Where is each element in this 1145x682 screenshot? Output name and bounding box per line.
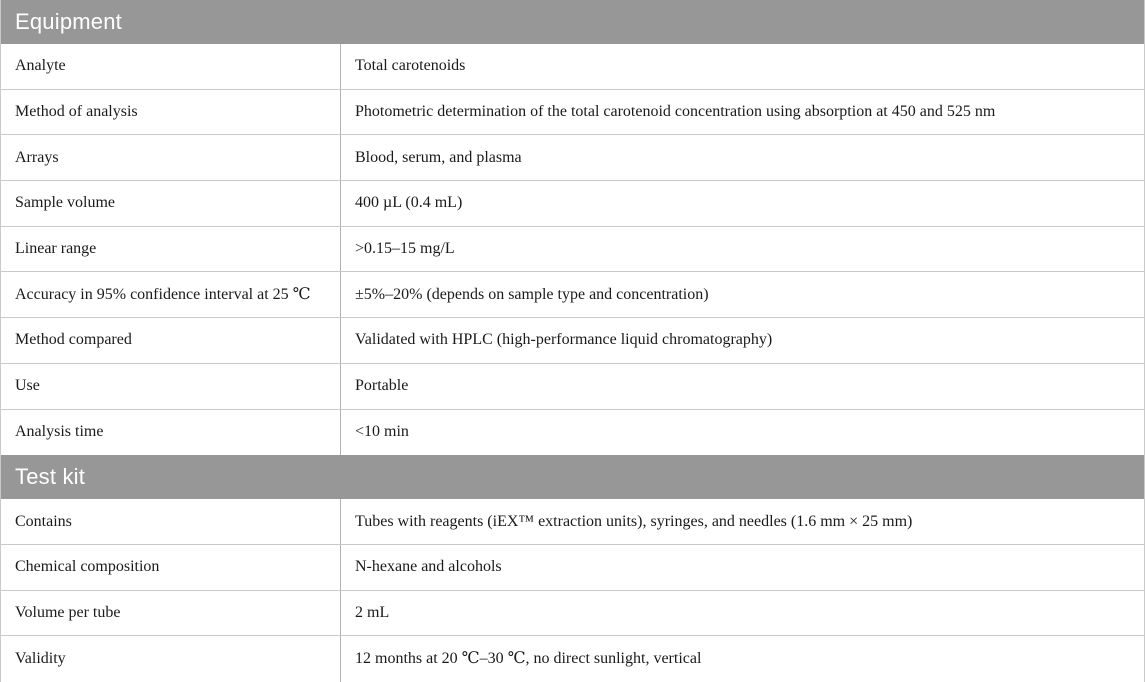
row-value: Tubes with reagents (iEX™ extraction units), syringes, and needles (1.6 mm × 25 mm)	[355, 512, 913, 530]
row-label: Use	[1, 364, 341, 409]
row-value: Portable	[355, 377, 409, 395]
section-title: Test kit	[15, 464, 86, 490]
row-label: Method of analysis	[1, 90, 341, 135]
table-row-chemical-composition	[1, 545, 1144, 591]
row-value: ±5%–20% (depends on sample type and concentration)	[355, 285, 709, 303]
equipment-rows	[1, 44, 1144, 455]
row-value: Total carotenoids	[355, 57, 466, 75]
row-value: 400 µL (0.4 mL)	[355, 194, 463, 212]
table-row-analyte	[1, 44, 1144, 90]
row-label: Analyte	[1, 44, 341, 89]
test-kit-rows	[1, 499, 1144, 682]
row-value: 2 mL	[355, 603, 390, 621]
row-label: Sample volume	[1, 181, 341, 226]
section-header-equipment	[1, 0, 1144, 44]
row-label: Method compared	[1, 318, 341, 363]
section-title: Equipment	[15, 9, 122, 34]
row-value: 12 months at 20 ℃–30 ℃, no direct sunlight, vertical	[355, 650, 702, 668]
table-row-validity	[1, 636, 1144, 682]
table-row-arrays	[1, 135, 1144, 181]
row-value: N-hexane and alcohols	[355, 558, 502, 576]
table-row-method-compared	[1, 318, 1144, 364]
table-row-method-of-analysis	[1, 90, 1144, 136]
table-row-accuracy	[1, 272, 1144, 318]
table-row-analysis-time	[1, 410, 1144, 456]
row-label: Analysis time	[1, 410, 341, 456]
table-row-linear-range	[1, 227, 1144, 273]
row-value: >0.15–15 mg/L	[355, 240, 455, 258]
row-value: <10 min	[355, 423, 409, 441]
row-label: Arrays	[1, 135, 341, 180]
table-row-use	[1, 364, 1144, 410]
table-row-contains	[1, 499, 1144, 545]
table-row-sample-volume	[1, 181, 1144, 227]
row-label: Validity	[1, 636, 341, 682]
row-label: Volume per tube	[1, 591, 341, 636]
table-row-volume-per-tube	[1, 591, 1144, 637]
row-label: Linear range	[1, 227, 341, 272]
row-label: Chemical composition	[1, 545, 341, 590]
row-label: Contains	[1, 499, 341, 544]
row-value: Validated with HPLC (high-performance liquid chromatography)	[355, 331, 773, 349]
row-value: Blood, serum, and plasma	[355, 148, 522, 166]
section-header-test-kit	[1, 455, 1144, 499]
row-value: Photometric determination of the total carotenoid concentration using absorption at 450 and 525 nm	[355, 103, 996, 121]
row-label: Accuracy in 95% confidence interval at 25 ℃	[1, 272, 341, 317]
